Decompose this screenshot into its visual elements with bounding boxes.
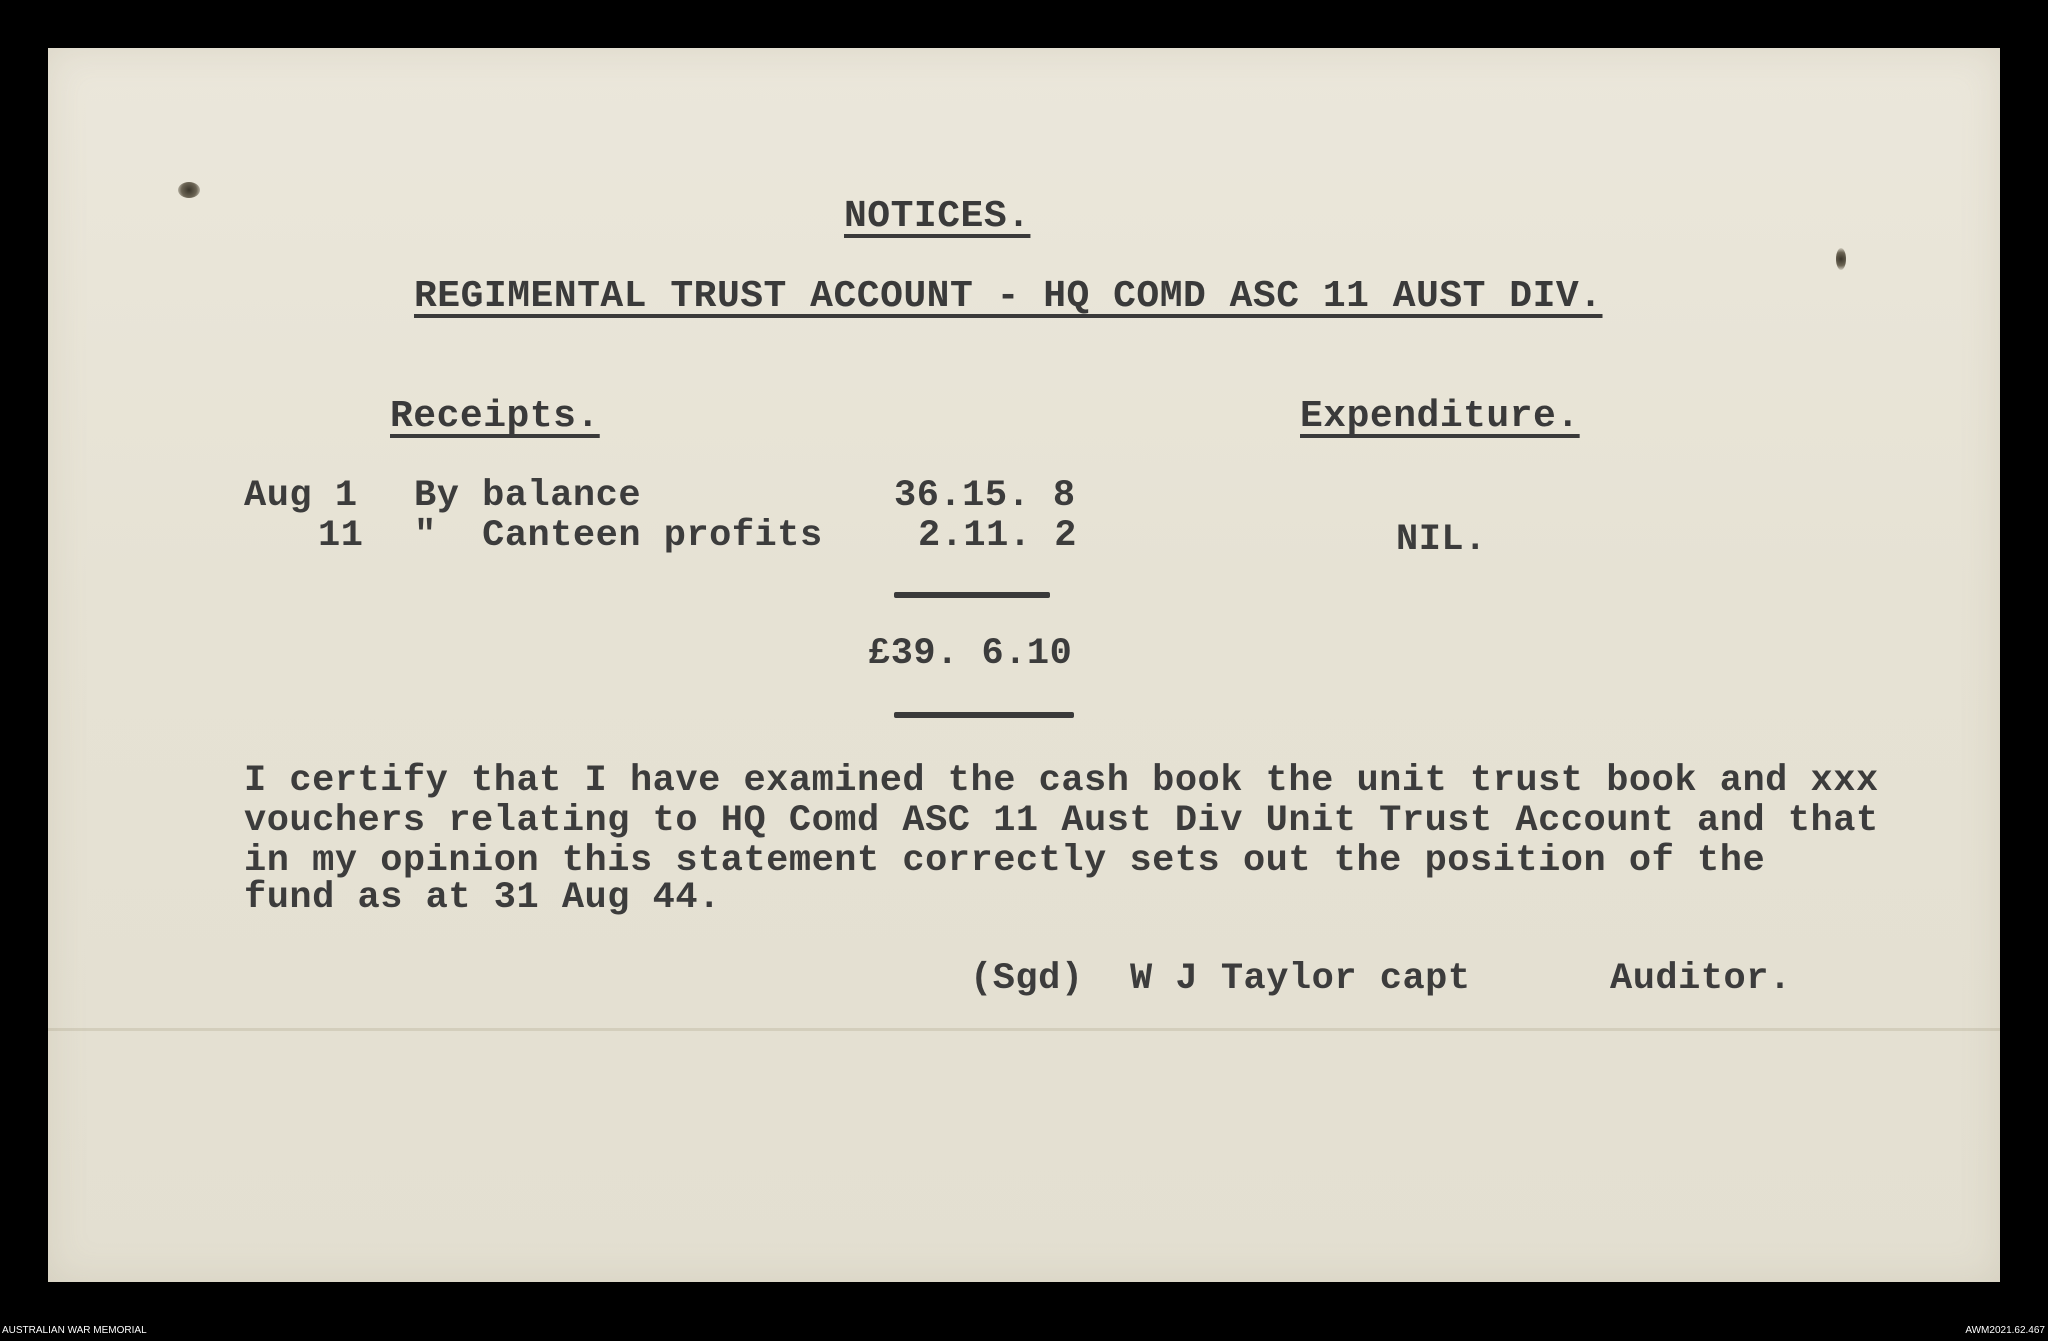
punch-hole-mark [178,182,200,198]
receipt-date: 11 [318,515,364,557]
staple-mark [1836,248,1846,270]
certification-line: I certify that I have examined the cash book the unit trust book and xxx [244,760,1879,802]
total-rule [894,712,1074,718]
subtotal-rule [894,592,1050,598]
signature-role: Auditor. [1610,958,1792,1000]
expenditure-heading: Expenditure. [1300,395,1580,438]
notice-title: NOTICES. [844,195,1031,238]
footer-accession-number: AWM2021.62.467 [1965,1325,2045,1336]
receipts-heading: Receipts. [390,395,600,438]
certification-line: fund as at 31 Aug 44. [244,877,721,919]
document-page [48,48,2000,1282]
receipt-description: By balance [414,475,642,517]
signature-prefix: (Sgd) [970,958,1084,1000]
paper-fold-line [48,1028,2000,1031]
receipt-date: Aug 1 [244,475,358,517]
receipt-description: " Canteen profits [414,515,823,557]
receipts-total: £39. 6.10 [868,633,1073,675]
receipt-amount: 2.11. 2 [918,515,1077,557]
receipt-amount: 36.15. 8 [894,475,1076,517]
footer-institution: AUSTRALIAN WAR MEMORIAL [2,1325,147,1336]
certification-line: vouchers relating to HQ Comd ASC 11 Aust Div Unit Trust Account and that [244,800,1879,842]
signature-name: W J Taylor capt [1130,958,1471,1000]
certification-line: in my opinion this statement correctly sets out the position of the [244,840,1766,882]
expenditure-value: NIL. [1396,519,1487,561]
account-heading: REGIMENTAL TRUST ACCOUNT - HQ COMD ASC 11 AUST DIV. [414,275,1603,318]
